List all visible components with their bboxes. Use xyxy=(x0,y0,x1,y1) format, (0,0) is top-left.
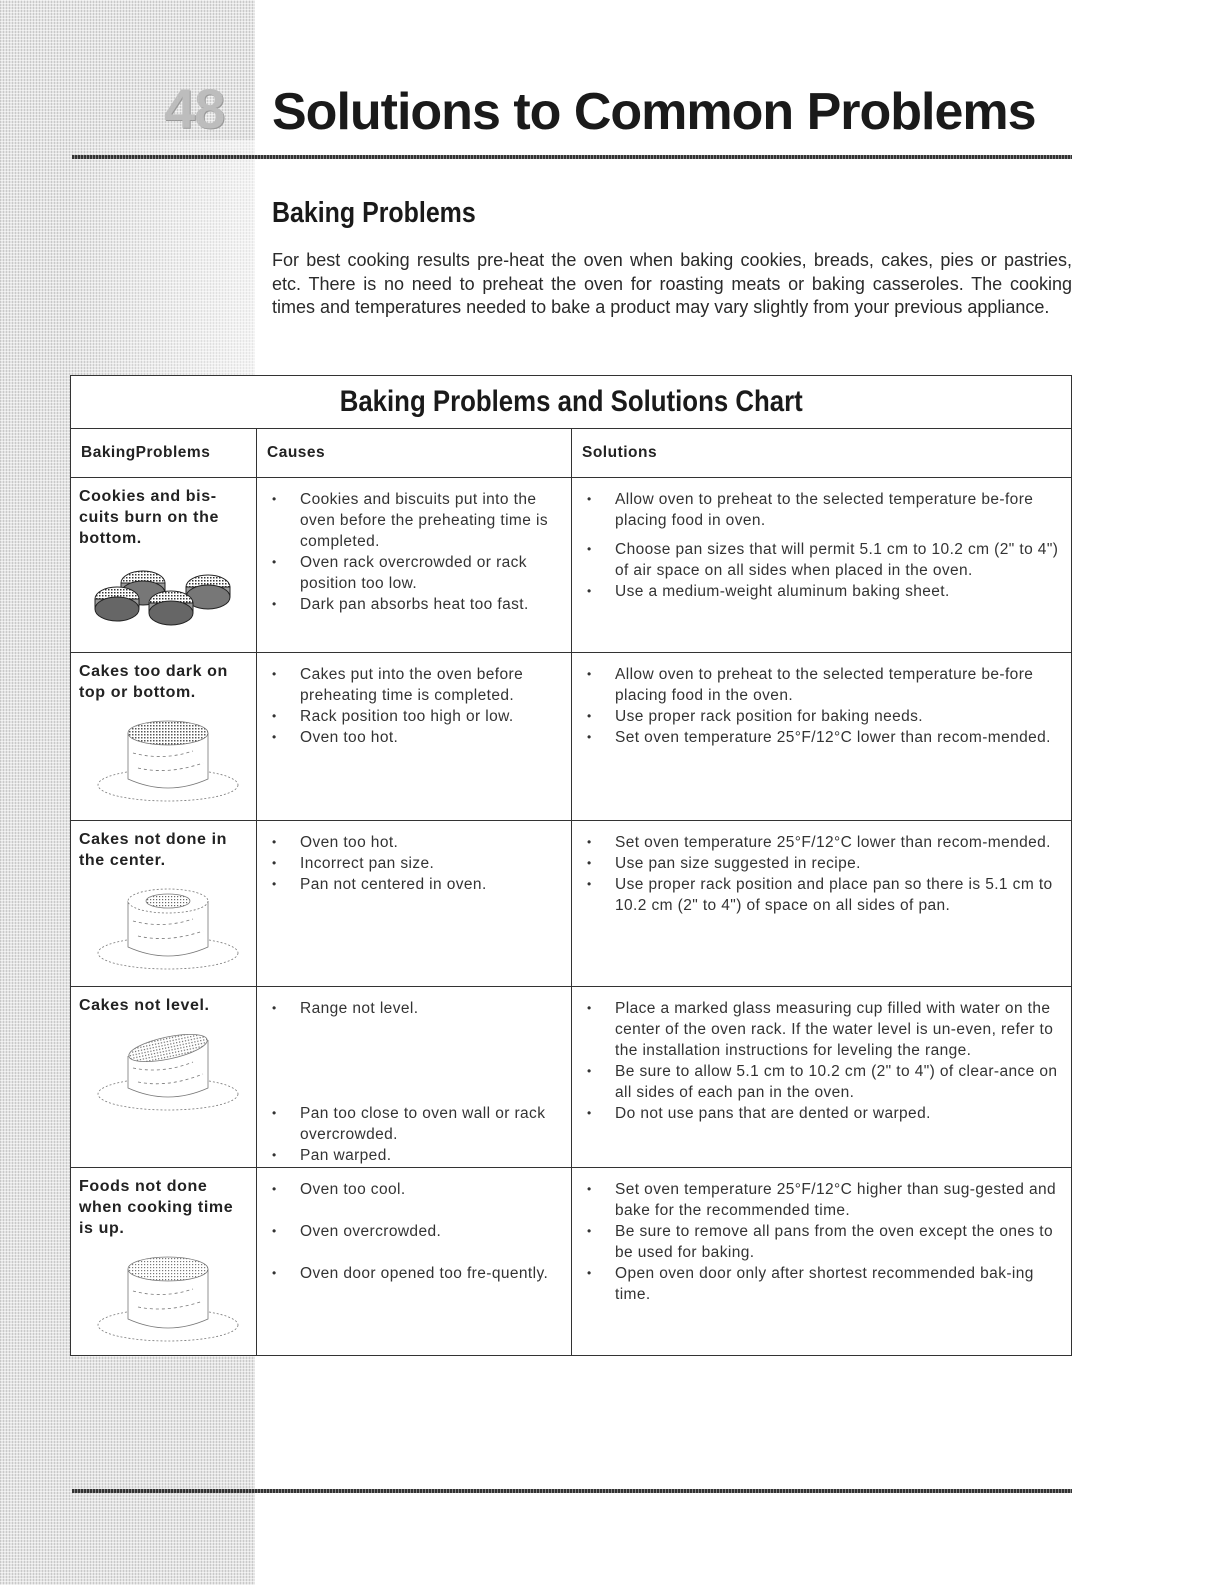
list-item: • Set oven temperature 25°F/12°C lower than recom-mended. xyxy=(587,727,1060,748)
problem-cell xyxy=(71,478,257,653)
causes-cell xyxy=(257,653,572,821)
problem-text: Cakes not level. xyxy=(79,997,210,1014)
cake-sunken-icon xyxy=(93,881,243,971)
header-rule xyxy=(72,155,1072,159)
list-item: • Use a medium-weight aluminum baking sheet. xyxy=(587,581,1060,602)
list-item: • Oven rack overcrowded or rack position too low. xyxy=(272,552,560,594)
solutions-list xyxy=(573,988,1070,1124)
chart-title xyxy=(71,376,1072,429)
list-item: • Use proper rack position and place pan so there is 5.1 cm to 10.2 cm (2" to 4") of space on all sides of pan. xyxy=(587,874,1060,916)
cookies-icon xyxy=(93,559,243,629)
list-item: • Set oven temperature 25°F/12°C lower than recom-mended. xyxy=(587,832,1060,853)
table-row xyxy=(71,1168,1072,1356)
cake-icon xyxy=(93,713,243,803)
cake-tilted-icon xyxy=(93,1026,243,1116)
solutions-cell xyxy=(572,478,1072,653)
list-item: • Allow oven to preheat to the selected temperature be-fore placing food in the oven. xyxy=(587,664,1060,706)
baking-problems-chart xyxy=(70,375,1072,1356)
list-item: • Oven too hot. xyxy=(272,832,560,853)
list-item: • Oven door opened too fre-quently. xyxy=(272,1263,560,1284)
column-header-problems: BakingProblems xyxy=(71,429,257,478)
chart-title-text: Baking Problems and Solutions Chart xyxy=(339,385,803,418)
list-item: • Choose pan sizes that will permit 5.1 cm to 10.2 cm (2" to 4") of air space on all sides when placed in the oven. xyxy=(587,539,1060,581)
problem-text: Cakes too dark on top or bottom. xyxy=(79,663,228,701)
list-item: • Use pan size suggested in recipe. xyxy=(587,853,1060,874)
causes-cell xyxy=(257,1168,572,1356)
list-item: • Oven overcrowded. xyxy=(272,1221,560,1242)
list-item: • Rack position too high or low. xyxy=(272,706,560,727)
solutions-cell xyxy=(572,987,1072,1168)
list-item: • Pan not centered in oven. xyxy=(272,874,560,895)
footer-rule xyxy=(72,1489,1072,1493)
causes-list xyxy=(258,479,570,615)
list-item: • Pan too close to oven wall or rack overcrowded. xyxy=(272,1103,560,1145)
table-row xyxy=(71,821,1072,987)
solutions-cell xyxy=(572,821,1072,987)
solutions-cell xyxy=(572,653,1072,821)
solutions-list xyxy=(573,654,1070,748)
causes-cell xyxy=(257,478,572,653)
section-heading: Baking Problems xyxy=(272,197,476,229)
side-band-fade xyxy=(70,140,255,380)
list-item: • Range not level. xyxy=(272,998,560,1019)
page-title: Solutions to Common Problems xyxy=(272,83,1036,141)
causes-list xyxy=(258,988,570,1166)
list-item: • Incorrect pan size. xyxy=(272,853,560,874)
column-header-solutions: Solutions xyxy=(572,429,1072,478)
table-row xyxy=(71,987,1072,1168)
list-item: • Place a marked glass measuring cup filled with water on the center of the oven rack. If the water level is un-even, refer to the installation instructions for leveling the range. xyxy=(587,998,1060,1061)
list-item: • Cakes put into the oven before preheating time is completed. xyxy=(272,664,560,706)
solutions-list xyxy=(573,1169,1070,1305)
list-item: • Cookies and biscuits put into the oven before the preheating time is completed. xyxy=(272,489,560,552)
problem-cell xyxy=(71,821,257,987)
solutions-list xyxy=(573,479,1070,602)
list-item: • Set oven temperature 25°F/12°C higher than sug-gested and bake for the recommended time. xyxy=(587,1179,1060,1221)
page-number: 48 xyxy=(164,77,225,140)
problem-text: Cakes not done in the center. xyxy=(79,831,227,869)
table-row xyxy=(71,478,1072,653)
list-item: • Pan warped. xyxy=(272,1145,560,1166)
problem-cell xyxy=(71,653,257,821)
causes-cell xyxy=(257,987,572,1168)
causes-list xyxy=(258,654,570,748)
table-row xyxy=(71,653,1072,821)
intro-paragraph: For best cooking results pre-heat the oven when baking cookies, breads, cakes, pies or pastries, etc. There is no need to preheat the oven for roasting meats or baking casseroles. The cooking times and temperatures needed to bake a product may vary slightly from your previous appliance. xyxy=(272,250,1072,317)
list-item: • Use proper rack position for baking needs. xyxy=(587,706,1060,727)
solutions-cell xyxy=(572,1168,1072,1356)
list-item: • Oven too hot. xyxy=(272,727,560,748)
list-item: • Oven too cool. xyxy=(272,1179,560,1200)
problem-cell xyxy=(71,1168,257,1356)
causes-list xyxy=(258,1169,570,1284)
cake-icon xyxy=(93,1249,243,1345)
list-item: • Be sure to allow 5.1 cm to 10.2 cm (2" to 4") of clear-ance on all sides of each pan in the oven. xyxy=(587,1061,1060,1103)
column-header-causes: Causes xyxy=(257,429,572,478)
list-item: • Open oven door only after shortest recommended bak-ing time. xyxy=(587,1263,1060,1305)
list-item: • Dark pan absorbs heat too fast. xyxy=(272,594,560,615)
list-item: • Allow oven to preheat to the selected temperature be-fore placing food in oven. xyxy=(587,489,1060,531)
problem-text: Foods not done when cooking time is up. xyxy=(79,1178,234,1237)
causes-list xyxy=(258,822,570,895)
causes-cell xyxy=(257,821,572,987)
problem-cell xyxy=(71,987,257,1168)
solutions-list xyxy=(573,822,1070,916)
list-item: • Do not use pans that are dented or warped. xyxy=(587,1103,1060,1124)
problem-text: Cookies and bis-cuits burn on the bottom. xyxy=(79,488,219,547)
list-item: • Be sure to remove all pans from the oven except the ones to be used for baking. xyxy=(587,1221,1060,1263)
